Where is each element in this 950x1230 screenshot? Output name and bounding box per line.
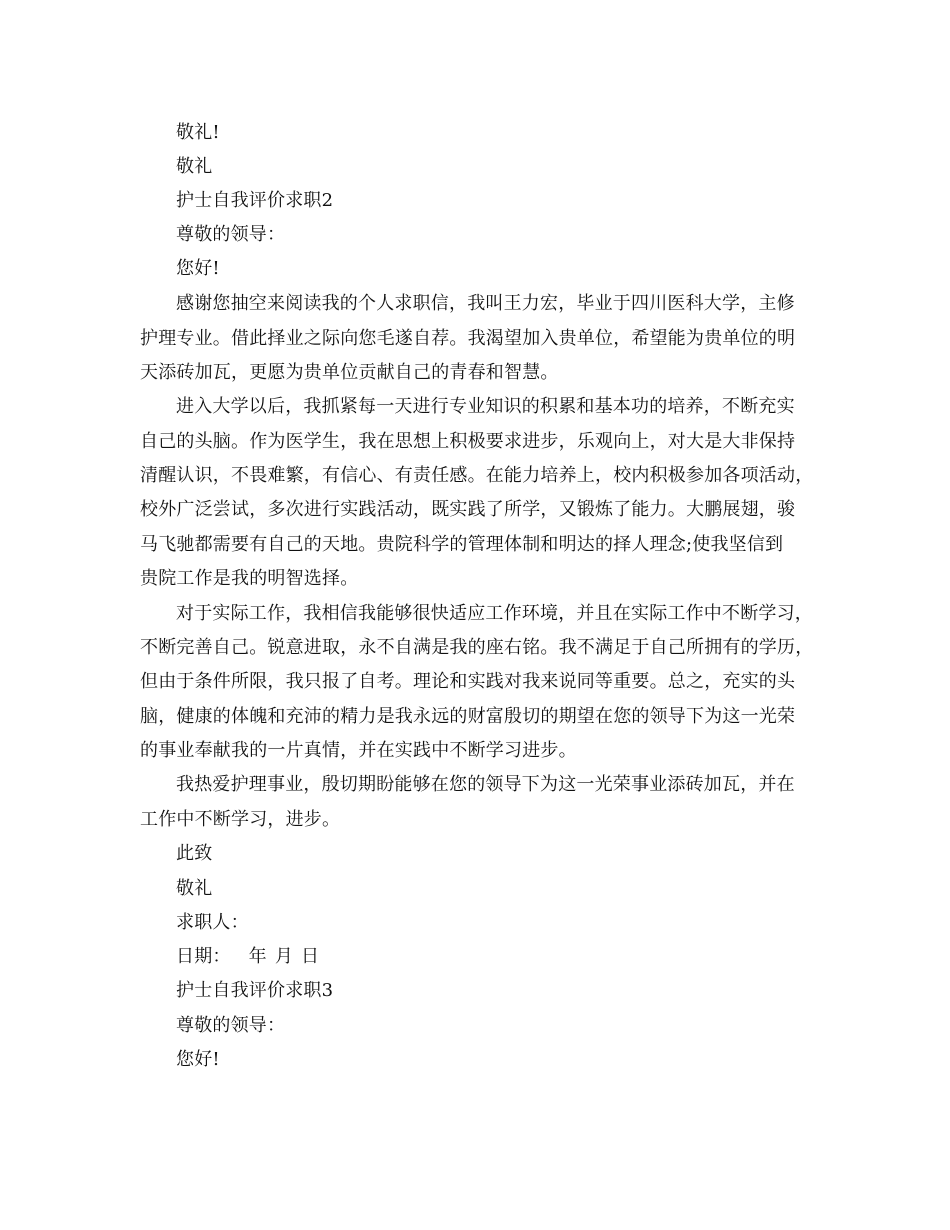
closing-salutation: 敬礼!	[176, 122, 220, 143]
paragraph-2-line-3: 清醒认识，不畏难繁，有信心、有责任感。在能力培养上，校内积极参加各项活动，	[140, 465, 814, 486]
closing-jingli: 敬礼	[176, 878, 213, 899]
paragraph-3-line-5: 的事业奉献我的一片真情，并在实践中不断学习进步。	[140, 740, 577, 761]
closing-cizhi: 此致	[176, 843, 213, 864]
paragraph-3-line-2: 不断完善自己。锐意进取，永不自满是我的座右铭。我不满足于自己所拥有的学历，	[140, 637, 814, 658]
date-year: 年	[248, 946, 267, 967]
paragraph-2-line-6: 贵院工作是我的明智选择。	[140, 568, 359, 589]
applicant-label: 求职人：	[176, 912, 249, 933]
date-month: 月	[274, 946, 294, 967]
paragraph-2-line-4: 校外广泛尝试，多次进行实践活动，既实践了所学，又锻炼了能力。大鹏展翅，骏	[140, 499, 796, 520]
paragraph-2-line-5: 马飞驰都需要有自己的天地。贵院科学的管理体制和明达的择人理念;使我坚信到	[140, 534, 784, 555]
paragraph-2-line-1: 进入大学以后，我抓紧每一天进行专业知识的积累和基本功的培养，不断充实	[176, 396, 795, 417]
greeting-hello-3: 您好!	[176, 1049, 220, 1070]
paragraph-3-line-3: 但由于条件所限，我只报了自考。理论和实践对我来说同等重要。总之，充实的头	[140, 671, 796, 692]
closing-salutation-2: 敬礼	[176, 156, 213, 177]
paragraph-3-line-1: 对于实际工作，我相信我能够很快适应工作环境，并且在实际工作中不断学习，	[176, 603, 813, 624]
section-heading-3: 护士自我评价求职3	[176, 980, 334, 1001]
paragraph-2-line-2: 自己的头脑。作为医学生，我在思想上积极要求进步，乐观向上，对大是大非保持	[140, 431, 796, 452]
greeting-address-3: 尊敬的领导：	[176, 1015, 286, 1036]
paragraph-4-line-1: 我热爱护理事业，殷切期盼能够在您的领导下为这一光荣事业添砖加瓦，并在	[176, 774, 795, 795]
paragraph-1-line-3: 天添砖加瓦，更愿为贵单位贡献自己的青春和智慧。	[140, 362, 559, 383]
paragraph-3-line-4: 脑，健康的体魄和充沛的精力是我永远的财富殷切的期望在您的领导下为这一光荣	[140, 706, 796, 727]
greeting-address: 尊敬的领导：	[176, 224, 286, 245]
paragraph-4-line-2: 工作中不断学习，进步。	[140, 809, 341, 830]
date-line	[176, 944, 856, 970]
date-label: 日期：	[176, 946, 231, 967]
paragraph-1-line-1: 感谢您抽空来阅读我的个人求职信，我叫王力宏，毕业于四川医科大学，主修	[176, 293, 795, 314]
paragraph-1-line-2: 护理专业。借此择业之际向您毛遂自荐。我渴望加入贵单位，希望能为贵单位的明	[140, 328, 796, 349]
section-heading-2: 护士自我评价求职2	[176, 190, 334, 211]
greeting-hello: 您好!	[176, 258, 220, 279]
date-day: 日	[301, 946, 320, 967]
